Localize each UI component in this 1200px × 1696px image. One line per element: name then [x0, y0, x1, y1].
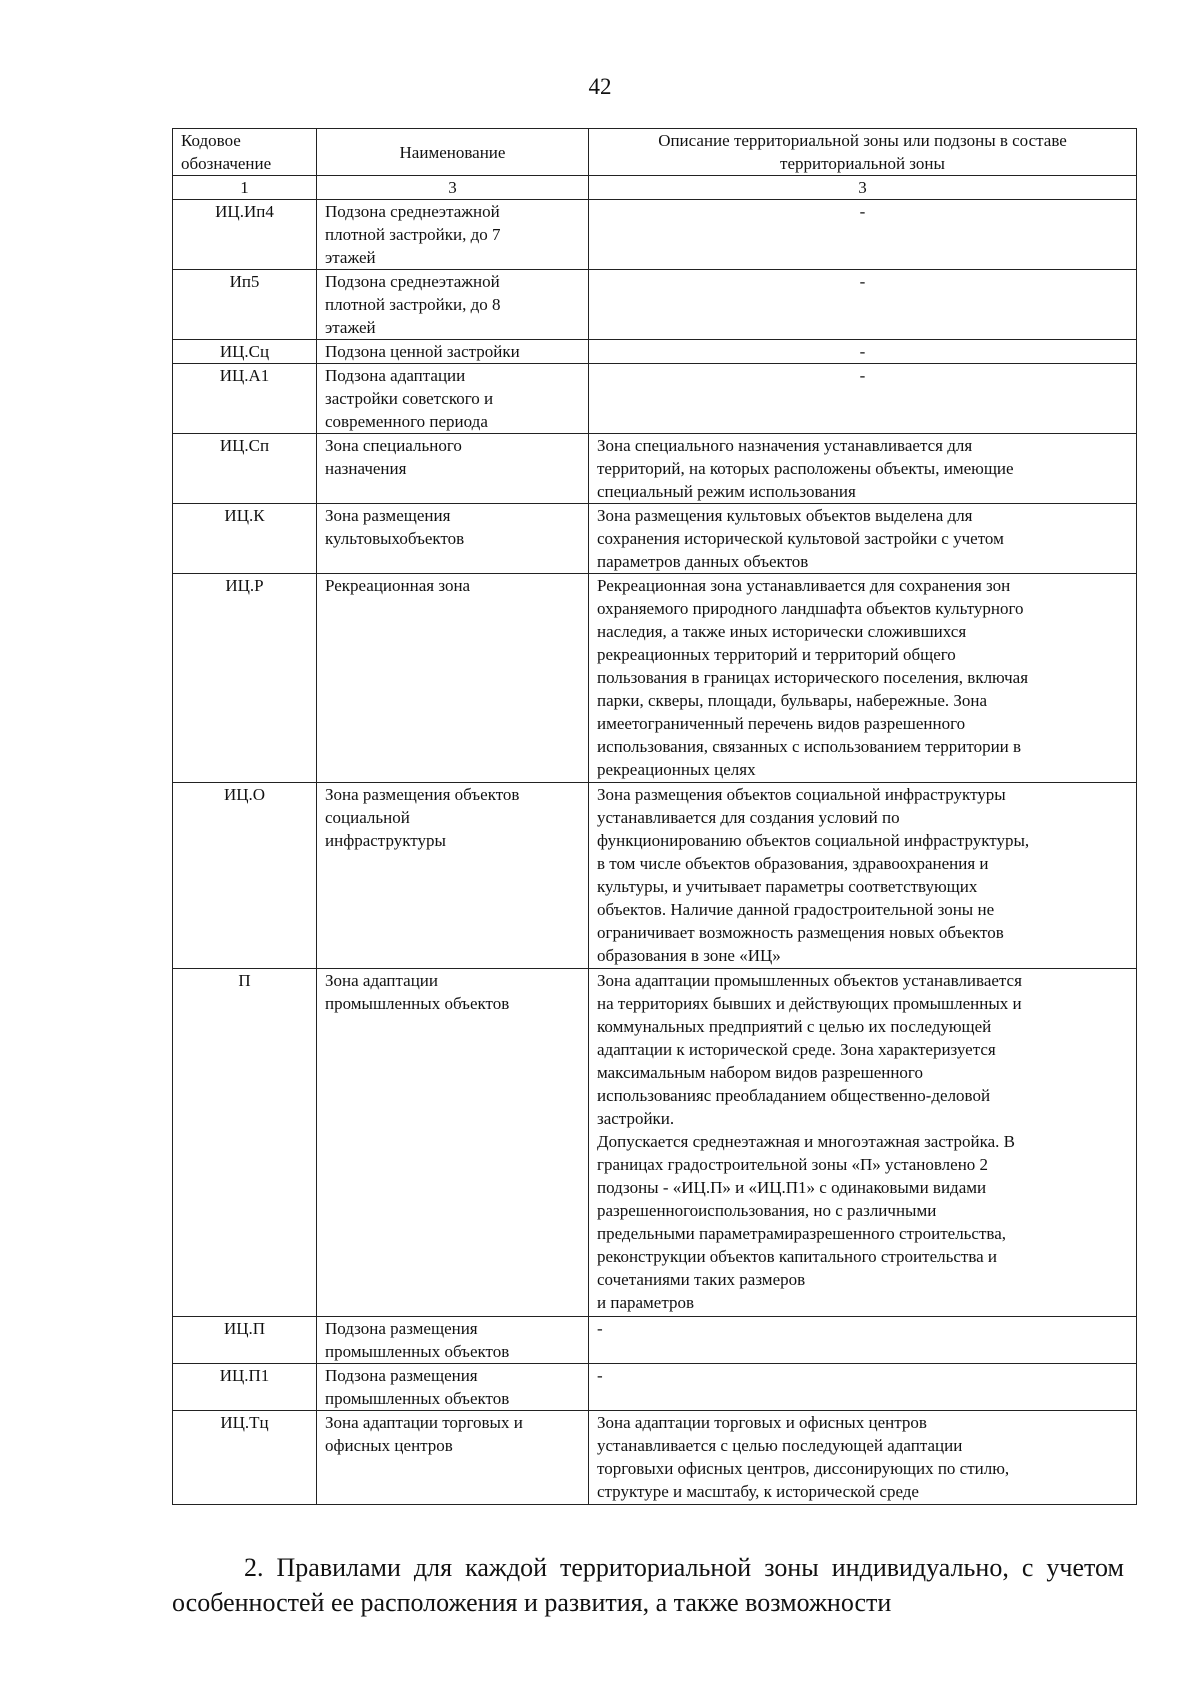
zones-table: [172, 128, 1137, 1505]
zone-description: Зона адаптации промышленных объектов устанавливается на территориях бывших и действующих промышленных и коммунальных предприятий с целью их последующей адаптации к исторической среде. Зона характеризуется максимальным набором видов разрешенного использованияс преобладанием общественно-деловой застройки. Допускается среднеэтажная и многоэтажная застройка. В границах градостроительной зоны «П» установлено 2 подзоны - «ИЦ.П» и «ИЦ.П1» с одинаковыми видами разрешенногоиспользования, но с различными предельными параметрамиразрешенного строительства, реконструкции объектов капитального строительства и сочетаниями таких размеров и параметров: [589, 969, 1137, 1317]
table-row: [173, 364, 1137, 434]
zone-description: -: [589, 270, 1137, 340]
zone-description: Зона специального назначения устанавливается для территорий, на которых расположены объекты, имеющие специальный режим использования: [589, 434, 1137, 504]
zone-name: Зона размещения объектов социальной инфраструктуры: [317, 783, 589, 969]
table-row: [173, 574, 1137, 783]
zone-name: Зона адаптации промышленных объектов: [317, 969, 589, 1317]
zone-name: Подзона размещения промышленных объектов: [317, 1364, 589, 1411]
zone-name: Подзона размещения промышленных объектов: [317, 1317, 589, 1364]
column-number: 1: [173, 176, 317, 200]
zone-code: ИЦ.Сп: [173, 434, 317, 504]
paragraph-text: 2. Правилами для каждой территориальной зоны индивидуально, с учетом особенностей ее расположения и развития, а также возможности: [172, 1553, 1124, 1617]
zone-description: Зона адаптации торговых и офисных центров устанавливается с целью последующей адаптации торговыхи офисных центров, диссонирующих по стилю, структуре и масштабу, к исторической среде: [589, 1411, 1137, 1505]
zone-code: ИЦ.К: [173, 504, 317, 574]
zone-name: Подзона ценной застройки: [317, 340, 589, 364]
zone-description: Зона размещения культовых объектов выделена для сохранения исторической культовой застройки с учетом параметров данных объектов: [589, 504, 1137, 574]
zone-code: ИЦ.Р: [173, 574, 317, 783]
zone-code: ИЦ.Тц: [173, 1411, 317, 1505]
table-row: [173, 1411, 1137, 1505]
zone-code: ИЦ.П1: [173, 1364, 317, 1411]
column-number: 3: [589, 176, 1137, 200]
header-name: Наименование: [317, 129, 589, 176]
zone-name: Зона специального назначения: [317, 434, 589, 504]
zone-description: -: [589, 340, 1137, 364]
page-number: 42: [588, 74, 612, 99]
zone-description: Рекреационная зона устанавливается для сохранения зон охраняемого природного ландшафта объектов культурного наследия, а также иных исторически сложившихся рекреационных территорий и территорий общего пользования в границах исторического поселения, включая парки, скверы, площади, бульвары, набережные. Зона имеетограниченный перечень видов разрешенного использования, связанных с использованием территории в рекреационных целях: [589, 574, 1137, 783]
table-header-row: [173, 129, 1137, 176]
header-code: Кодовое обозначение: [173, 129, 317, 176]
table-row: [173, 434, 1137, 504]
zone-name: Подзона адаптации застройки советского и современного периода: [317, 364, 589, 434]
table-row: [173, 200, 1137, 270]
zone-description: Зона размещения объектов социальной инфраструктуры устанавливается для создания условий по функционированию объектов социальной инфраструктуры, в том числе объектов образования, здравоохранения и культуры, и учитывает параметры соответствующих объектов. Наличие данной градостроительной зоны не ограничивает возможность размещения новых объектов образования в зоне «ИЦ»: [589, 783, 1137, 969]
body-paragraph: [172, 1550, 1124, 1620]
table-row: [173, 504, 1137, 574]
table-row: [173, 340, 1137, 364]
zone-name: Подзона среднеэтажной плотной застройки, до 8 этажей: [317, 270, 589, 340]
zone-code: Ип5: [173, 270, 317, 340]
zone-description: -: [589, 1364, 1137, 1411]
zone-code: ИЦ.О: [173, 783, 317, 969]
table-row: [173, 783, 1137, 969]
column-numbers-row: [173, 176, 1137, 200]
table-row: [173, 270, 1137, 340]
zones-table-body: [173, 129, 1137, 1505]
zone-code: ИЦ.Сц: [173, 340, 317, 364]
zone-name: Подзона среднеэтажной плотной застройки, до 7 этажей: [317, 200, 589, 270]
zone-code: П: [173, 969, 317, 1317]
table-row: [173, 1317, 1137, 1364]
zone-description: -: [589, 364, 1137, 434]
zone-name: Рекреационная зона: [317, 574, 589, 783]
table-row: [173, 1364, 1137, 1411]
zone-code: ИЦ.А1: [173, 364, 317, 434]
header-description: Описание территориальной зоны или подзоны в составе территориальной зоны: [589, 129, 1137, 176]
zone-description: -: [589, 200, 1137, 270]
zone-name: Зона адаптации торговых и офисных центров: [317, 1411, 589, 1505]
zone-description: -: [589, 1317, 1137, 1364]
table-row: [173, 969, 1137, 1317]
zone-name: Зона размещения культовыхобъектов: [317, 504, 589, 574]
zone-code: ИЦ.Ип4: [173, 200, 317, 270]
zone-code: ИЦ.П: [173, 1317, 317, 1364]
column-number: 3: [317, 176, 589, 200]
